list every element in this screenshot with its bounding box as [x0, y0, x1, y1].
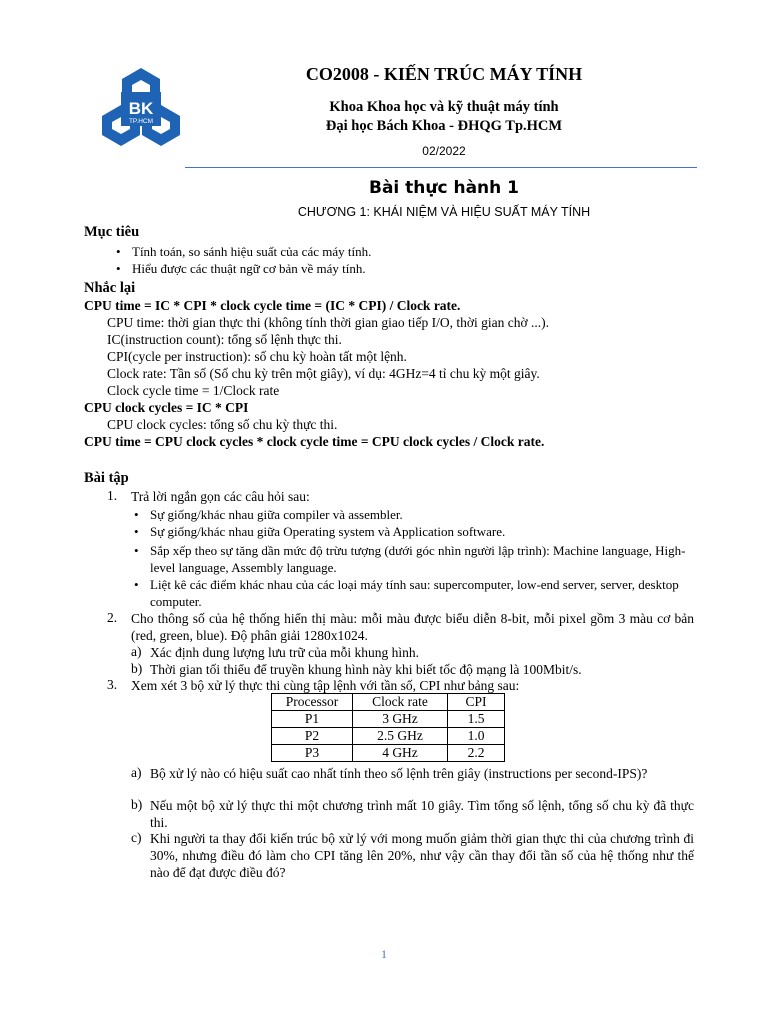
course-title: CO2008 - KIẾN TRÚC MÁY TÍNH — [305, 64, 583, 84]
q2a-label: a) — [131, 644, 142, 659]
q1-bullet: • Sắp xếp theo sự tăng dần mức độ trừu tượng (dưới góc nhìn người lập trình): Machine language, High-level language, Assembly language. — [150, 542, 690, 576]
department-name: Khoa Khoa học và kỹ thuật máy tính — [329, 99, 559, 115]
q2b-text: Thời gian tối thiểu để truyền khung hình này khi biết tốc độ mạng là 100Mbit/s. — [150, 662, 582, 677]
table-header-row — [272, 694, 505, 711]
table-cell: 4 GHz — [353, 745, 448, 762]
def-cpu-time: CPU time: thời gian thực thi (không tính thời gian giao tiếp I/O, thời gian chờ ...). — [107, 315, 549, 330]
q2b-label: b) — [131, 661, 143, 676]
formula-cpu-time: CPU time = IC * CPI * clock cycle time = (IC * CPI) / Clock rate. — [84, 298, 461, 313]
q2a-text: Xác định dung lượng lưu trữ của mỗi khung hình. — [150, 645, 420, 660]
university-name: Đại học Bách Khoa - ĐHQG Tp.HCM — [325, 118, 563, 134]
q1-text: Trả lời ngắn gọn các câu hỏi sau: — [131, 489, 310, 504]
header-divider — [185, 167, 697, 168]
table-cell: P3 — [272, 745, 353, 762]
q1-bullet: • Sự giống/khác nhau giữa compiler và assembler. — [150, 507, 690, 522]
def-cpi: CPI(cycle per instruction): số chu kỳ hoàn tất một lệnh. — [107, 349, 407, 364]
objective-item: • Hiểu được các thuật ngữ cơ bản về máy tính. — [132, 261, 366, 276]
def-clock-cycle-time: Clock cycle time = 1/Clock rate — [107, 383, 280, 398]
formula-cpu-clock-cycles: CPU clock cycles = IC * CPI — [84, 400, 249, 415]
processor-table — [271, 693, 505, 762]
formula-cpu-time-2: CPU time = CPU clock cycles * clock cycle time = CPU clock cycles / Clock rate. — [84, 434, 545, 449]
chapter-title: CHƯƠNG 1: KHÁI NIỆM VÀ HIỆU SUẤT MÁY TÍNH — [297, 205, 591, 219]
q3-number: 3. — [107, 677, 118, 692]
q1-bullet: • Sự giống/khác nhau giữa Operating system và Application software. — [150, 524, 690, 539]
bk-logo — [100, 66, 182, 148]
logo-text: BK — [128, 99, 154, 118]
table-cell: 2.5 GHz — [353, 728, 448, 745]
date: 02/2022 — [422, 144, 466, 158]
table-cell: 3 GHz — [353, 711, 448, 728]
q1-bullet: • Liệt kê các điểm khác nhau của các loại máy tính sau: supercomputer, low-end server, server, desktop computer. — [150, 576, 690, 610]
table-row — [272, 711, 505, 728]
table-cell: P2 — [272, 728, 353, 745]
table-header: Clock rate — [353, 694, 448, 711]
table-row — [272, 745, 505, 762]
table-cell: 1.0 — [448, 728, 505, 745]
q1-number: 1. — [107, 488, 118, 503]
q2-text: Cho thông số của hệ thống hiển thị màu: mỗi màu được biểu diễn 8-bit, mỗi pixel gồm 3 màu cơ bản (red, green, blue). Độ phân giải 1280x1024. — [131, 611, 694, 643]
table-header: Processor — [272, 694, 353, 711]
q3c-label: c) — [131, 830, 142, 845]
q2-number: 2. — [107, 610, 118, 625]
q3b-label: b) — [131, 797, 143, 812]
q3a-label: a) — [131, 765, 142, 780]
table-cell: P1 — [272, 711, 353, 728]
q3c-text: Khi người ta thay đổi kiến trúc bộ xử lý với mong muốn giảm thời gian thực thi của chương trình đi 30%, nhưng điều đó làm cho CPI tăng lên 20%, như vậy cần thay đổi tần số của hệ thống như thế nào để đạt được điều đó? — [150, 831, 694, 880]
page-number: 1 — [381, 947, 387, 961]
logo-subtext: TP.HCM — [128, 118, 154, 125]
objective-item: • Tính toán, so sánh hiệu suất của các máy tính. — [132, 244, 371, 259]
table-cell: 1.5 — [448, 711, 505, 728]
department-block — [190, 98, 698, 136]
q3a-text: Bộ xử lý nào có hiệu suất cao nhất tính theo số lệnh trên giây (instructions per second-IPS)? — [150, 766, 648, 781]
table-header: CPI — [448, 694, 505, 711]
table-row — [272, 728, 505, 745]
def-clock-rate: Clock rate: Tần số (Số chu kỳ trên một giây), ví dụ: 4GHz=4 tỉ chu kỳ một giây. — [107, 366, 540, 381]
q3b-text: Nếu một bộ xử lý thực thi một chương trình mất 10 giây. Tìm tổng số lệnh, tổng số chu kỳ đã thực thi. — [150, 798, 694, 830]
objectives-heading: Mục tiêu — [84, 224, 140, 240]
def-cpu-clock-cycles: CPU clock cycles: tổng số chu kỳ thực thi. — [107, 417, 338, 432]
exercises-heading: Bài tập — [84, 470, 129, 486]
table-cell: 2.2 — [448, 745, 505, 762]
lab-title: Bài thực hành 1 — [368, 178, 520, 198]
recap-heading: Nhắc lại — [84, 280, 136, 296]
def-ic: IC(instruction count): tổng số lệnh thực thi. — [107, 332, 342, 347]
q3-text: Xem xét 3 bộ xử lý thực thi cùng tập lệnh với tần số, CPI như bảng sau: — [131, 678, 520, 693]
